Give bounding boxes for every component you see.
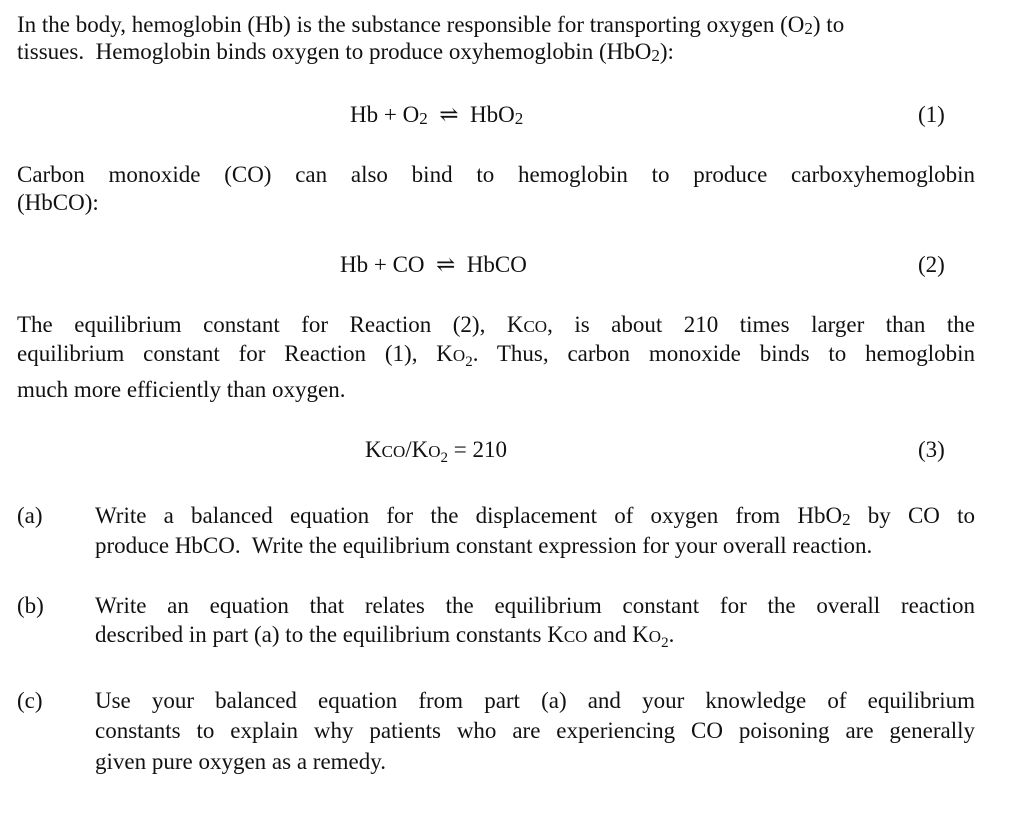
text-run: (c)	[17, 688, 43, 713]
small-cap-subscript: CO	[381, 442, 406, 461]
small-cap-subscript: O	[648, 627, 662, 646]
text-run: Write a balanced equation for the displacement of oxygen from HbO	[95, 503, 843, 528]
part-c-line-1	[95, 687, 975, 715]
text-run: by CO to	[850, 503, 976, 528]
part-c-line-2	[95, 717, 975, 745]
text-run: much more efficiently than oxygen.	[17, 377, 346, 402]
text-run: equilibrium constant for Reaction (1), K	[17, 341, 453, 366]
part-b-label	[17, 592, 44, 620]
equation-3	[365, 436, 507, 464]
subscript: 2	[804, 19, 813, 38]
intro-line-2	[17, 38, 674, 66]
text-run: K	[365, 437, 382, 462]
text-run: given pure oxygen as a remedy.	[95, 749, 387, 774]
subscript: 2	[465, 354, 473, 370]
text-run: (2)	[918, 252, 945, 277]
subscript: 2	[440, 450, 449, 466]
text-run: .	[668, 622, 675, 647]
subscript: 2	[842, 510, 851, 529]
equation-1-number	[918, 101, 945, 129]
part-b-line-1	[95, 592, 975, 620]
part-b-line-2	[95, 621, 674, 649]
text-run: Hb + CO ⇌ HbCO	[340, 252, 527, 277]
equation-1	[350, 101, 523, 129]
k-line-2	[17, 340, 975, 368]
text-run: Write an equation that relates the equilibrium constant for the overall reaction	[95, 593, 975, 618]
text-run: = 210	[448, 437, 508, 462]
text-run: Hb + O	[350, 102, 420, 127]
text-run: /K	[405, 437, 429, 462]
text-run: Use your balanced equation from part (a) and your knowledge of equilibrium	[95, 688, 975, 713]
subscript: 2	[419, 109, 428, 128]
part-a-line-1	[95, 502, 975, 530]
text-run: produce HbCO. Write the equilibrium constant expression for your overall reaction.	[95, 533, 873, 558]
co-line-1	[17, 161, 975, 189]
subscript: 2	[651, 46, 660, 65]
small-cap-subscript: O	[452, 346, 466, 365]
text-run: (HbCO):	[17, 190, 99, 215]
text-run: and K	[587, 622, 649, 647]
text-run: (a)	[17, 503, 43, 528]
part-a-line-2	[95, 532, 872, 560]
part-c-line-3	[95, 748, 386, 776]
equation-2-number	[918, 251, 945, 279]
text-run: (3)	[918, 437, 945, 462]
text-run: (1)	[918, 102, 945, 127]
equation-3-number	[918, 436, 945, 464]
text-run: described in part (a) to the equilibrium constants K	[95, 622, 564, 647]
text-run: ) to	[812, 12, 845, 37]
text-run: tissues. Hemoglobin binds oxygen to produce oxyhemoglobin (HbO	[17, 39, 652, 64]
part-c-label	[17, 687, 43, 715]
text-run: . Thus, carbon monoxide binds to hemoglobin	[472, 341, 975, 366]
equation-2	[340, 251, 527, 279]
intro-line-1	[17, 11, 844, 39]
text-run: , is about 210 times larger than the	[547, 312, 975, 337]
text-run: ⇌ HbO	[427, 102, 515, 127]
text-run: In the body, hemoglobin (Hb) is the substance responsible for transporting oxygen (O	[17, 12, 805, 37]
co-line-2	[17, 189, 99, 217]
small-cap-subscript: CO	[523, 317, 548, 336]
text-run: The equilibrium constant for Reaction (2), K	[17, 312, 524, 337]
subscript: 2	[661, 635, 669, 651]
text-run: (b)	[17, 593, 44, 618]
subscript: 2	[514, 109, 524, 128]
text-run: ):	[659, 39, 674, 64]
text-run: Carbon monoxide (CO) can also bind to hemoglobin to produce carboxyhemoglobin	[17, 162, 975, 187]
small-cap-subscript: O	[428, 442, 441, 461]
small-cap-subscript: CO	[563, 627, 588, 646]
k-line-3	[17, 376, 346, 404]
k-line-1	[17, 311, 975, 339]
text-run: constants to explain why patients who are experiencing CO poisoning are generally	[95, 718, 975, 743]
part-a-label	[17, 502, 43, 530]
